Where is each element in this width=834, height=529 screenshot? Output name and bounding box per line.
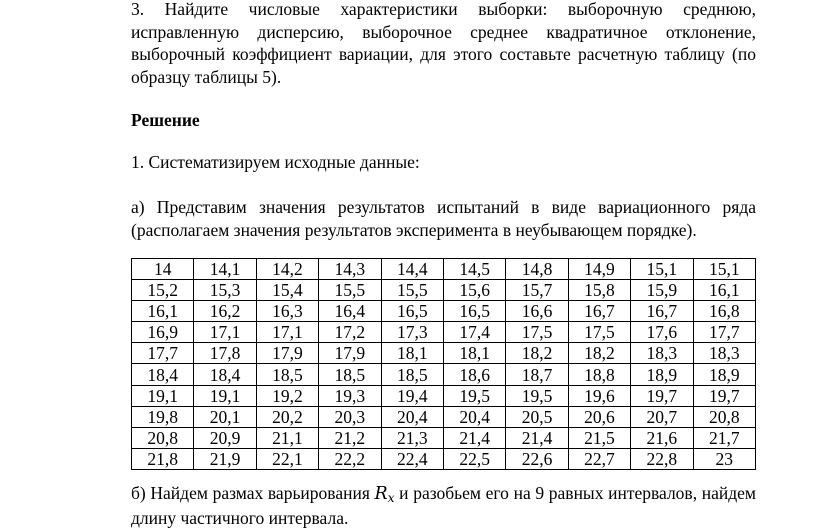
table-cell: 20,7 bbox=[631, 406, 693, 427]
table-cell: 22,8 bbox=[631, 448, 693, 469]
table-cell: 23 bbox=[693, 448, 755, 469]
table-cell: 15,3 bbox=[194, 280, 256, 301]
table-row bbox=[132, 364, 756, 385]
table-cell: 16,5 bbox=[381, 301, 443, 322]
table-cell: 16,9 bbox=[132, 322, 194, 343]
table-cell: 16,8 bbox=[693, 301, 755, 322]
table-cell: 21,1 bbox=[256, 427, 318, 448]
variation-series-table bbox=[131, 258, 756, 470]
table-cell: 15,5 bbox=[319, 280, 381, 301]
table-cell: 18,9 bbox=[631, 364, 693, 385]
table-cell: 18,5 bbox=[319, 364, 381, 385]
table-cell: 16,7 bbox=[568, 301, 630, 322]
table-cell: 17,5 bbox=[568, 322, 630, 343]
table-cell: 17,4 bbox=[443, 322, 505, 343]
step-b-text-before: б) Найдем размах варьирования bbox=[131, 483, 375, 503]
table-cell: 14,3 bbox=[319, 259, 381, 280]
table-cell: 22,4 bbox=[381, 448, 443, 469]
table-row bbox=[132, 259, 756, 280]
table-cell: 18,4 bbox=[194, 364, 256, 385]
table-row bbox=[132, 427, 756, 448]
table-cell: 18,3 bbox=[631, 343, 693, 364]
table-cell: 21,6 bbox=[631, 427, 693, 448]
table-row bbox=[132, 385, 756, 406]
table-cell: 15,2 bbox=[132, 280, 194, 301]
table-cell: 19,7 bbox=[693, 385, 755, 406]
table-cell: 21,5 bbox=[568, 427, 630, 448]
table-cell: 20,5 bbox=[506, 406, 568, 427]
table-cell: 18,1 bbox=[381, 343, 443, 364]
table-cell: 14,5 bbox=[443, 259, 505, 280]
table-cell: 15,7 bbox=[506, 280, 568, 301]
table-cell: 16,1 bbox=[693, 280, 755, 301]
table-cell: 19,5 bbox=[506, 385, 568, 406]
table-cell: 21,3 bbox=[381, 427, 443, 448]
table-cell: 15,4 bbox=[256, 280, 318, 301]
table-cell: 20,2 bbox=[256, 406, 318, 427]
table-cell: 21,9 bbox=[194, 448, 256, 469]
table-cell: 16,1 bbox=[132, 301, 194, 322]
table-cell: 17,8 bbox=[194, 343, 256, 364]
table-cell: 17,7 bbox=[693, 322, 755, 343]
table-cell: 14,2 bbox=[256, 259, 318, 280]
table-cell: 14,9 bbox=[568, 259, 630, 280]
table-cell: 18,5 bbox=[256, 364, 318, 385]
table-cell: 18,8 bbox=[568, 364, 630, 385]
table-cell: 21,8 bbox=[132, 448, 194, 469]
table-cell: 14,8 bbox=[506, 259, 568, 280]
table-cell: 22,1 bbox=[256, 448, 318, 469]
table-cell: 16,2 bbox=[194, 301, 256, 322]
table-cell: 16,7 bbox=[631, 301, 693, 322]
table-cell: 18,7 bbox=[506, 364, 568, 385]
table-cell: 17,6 bbox=[631, 322, 693, 343]
table-cell: 16,4 bbox=[319, 301, 381, 322]
table-row bbox=[132, 343, 756, 364]
table-cell: 17,1 bbox=[256, 322, 318, 343]
table-cell: 18,4 bbox=[132, 364, 194, 385]
table-cell: 15,8 bbox=[568, 280, 630, 301]
range-variable bbox=[375, 484, 395, 504]
table-cell: 22,2 bbox=[319, 448, 381, 469]
table-cell: 19,5 bbox=[443, 385, 505, 406]
range-variable-subscript: x bbox=[387, 491, 395, 505]
range-variable-letter: R bbox=[374, 484, 388, 504]
table-cell: 19,7 bbox=[631, 385, 693, 406]
table-cell: 19,1 bbox=[194, 385, 256, 406]
table-cell: 19,8 bbox=[132, 406, 194, 427]
table-cell: 17,7 bbox=[132, 343, 194, 364]
task-text: 3. Найдите числовые характеристики выборки: выборочную среднюю, исправленную дисперсию, выборочное среднее квадратичное отклонение, выборочный коэффициент вариации, для этого составьте расчетную таблицу (по образцу таблицы 5). bbox=[131, 0, 756, 87]
table-cell: 20,6 bbox=[568, 406, 630, 427]
table-cell: 18,2 bbox=[568, 343, 630, 364]
table-cell: 17,1 bbox=[194, 322, 256, 343]
table-cell: 20,4 bbox=[381, 406, 443, 427]
table-cell: 16,6 bbox=[506, 301, 568, 322]
table-cell: 19,1 bbox=[132, 385, 194, 406]
solution-heading: Решение bbox=[131, 110, 200, 130]
table-cell: 14 bbox=[132, 259, 194, 280]
table-cell: 18,1 bbox=[443, 343, 505, 364]
table-cell: 19,4 bbox=[381, 385, 443, 406]
table-cell: 17,9 bbox=[319, 343, 381, 364]
table-cell: 22,5 bbox=[443, 448, 505, 469]
table-row bbox=[132, 406, 756, 427]
table-cell: 14,4 bbox=[381, 259, 443, 280]
table-cell: 21,4 bbox=[443, 427, 505, 448]
table-cell: 19,3 bbox=[319, 385, 381, 406]
step-b-text bbox=[131, 482, 756, 529]
table-cell: 18,2 bbox=[506, 343, 568, 364]
table-cell: 21,4 bbox=[506, 427, 568, 448]
table-cell: 19,6 bbox=[568, 385, 630, 406]
step-b-text-after: и разобьем его на 9 равных интервалов, найдем длину частичного интервала. bbox=[131, 483, 756, 528]
table-cell: 18,9 bbox=[693, 364, 755, 385]
table-cell: 17,2 bbox=[319, 322, 381, 343]
table-cell: 20,1 bbox=[194, 406, 256, 427]
table-row bbox=[132, 322, 756, 343]
table-row bbox=[132, 280, 756, 301]
table-row bbox=[132, 301, 756, 322]
table-cell: 16,5 bbox=[443, 301, 505, 322]
table-cell: 20,8 bbox=[132, 427, 194, 448]
table-cell: 20,4 bbox=[443, 406, 505, 427]
step-a-text: а) Представим значения результатов испытаний в виде вариационного ряда (располагаем значения результатов эксперимента в неубывающем порядке). bbox=[131, 197, 756, 240]
table-cell: 17,9 bbox=[256, 343, 318, 364]
table-cell: 15,6 bbox=[443, 280, 505, 301]
table-cell: 18,6 bbox=[443, 364, 505, 385]
table-cell: 16,3 bbox=[256, 301, 318, 322]
table-cell: 21,7 bbox=[693, 427, 755, 448]
table-cell: 21,2 bbox=[319, 427, 381, 448]
table-cell: 15,5 bbox=[381, 280, 443, 301]
table-cell: 15,1 bbox=[693, 259, 755, 280]
table-cell: 19,2 bbox=[256, 385, 318, 406]
table-cell: 17,5 bbox=[506, 322, 568, 343]
step-1-text: 1. Систематизируем исходные данные: bbox=[131, 152, 420, 172]
table-cell: 20,9 bbox=[194, 427, 256, 448]
table-cell: 22,6 bbox=[506, 448, 568, 469]
table-row bbox=[132, 448, 756, 469]
table-cell: 18,3 bbox=[693, 343, 755, 364]
table-cell: 18,5 bbox=[381, 364, 443, 385]
table-cell: 20,3 bbox=[319, 406, 381, 427]
table-cell: 22,7 bbox=[568, 448, 630, 469]
table-cell: 15,1 bbox=[631, 259, 693, 280]
table-cell: 20,8 bbox=[693, 406, 755, 427]
table-cell: 14,1 bbox=[194, 259, 256, 280]
table-cell: 17,3 bbox=[381, 322, 443, 343]
variation-series-body bbox=[132, 259, 756, 470]
table-cell: 15,9 bbox=[631, 280, 693, 301]
